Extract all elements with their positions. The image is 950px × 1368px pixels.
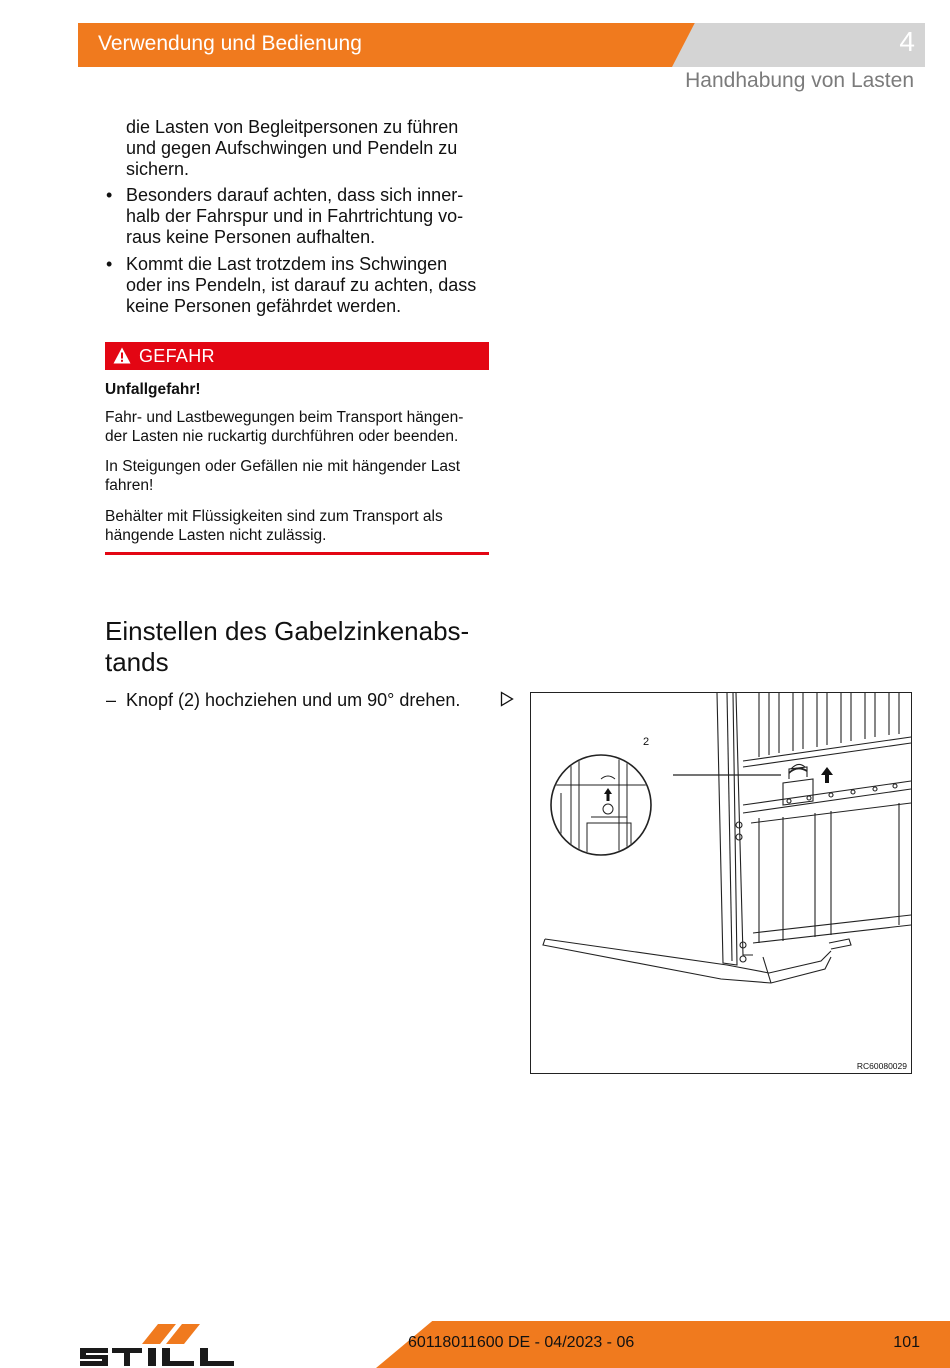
- text-line: fahren!: [105, 477, 154, 494]
- document-reference: 60118011600 DE - 04/2023 - 06: [408, 1334, 635, 1351]
- page-number: 101: [893, 1334, 920, 1351]
- step-dash: –: [106, 690, 117, 710]
- text-line: halb der Fahrspur und in Fahrtrichtung vo-: [126, 206, 464, 226]
- danger-paragraph: [105, 507, 495, 545]
- figure-reference-arrow-icon: [500, 691, 514, 707]
- heading-line: Einstellen des Gabelzinkenabs-: [105, 616, 470, 646]
- danger-heading: Unfallgefahr!: [105, 381, 201, 398]
- step-instruction: Knopf (2) hochziehen und um 90° drehen.: [126, 690, 461, 710]
- danger-label: GEFAHR: [139, 346, 215, 366]
- heading-line: tands: [105, 647, 169, 677]
- text-line: die Lasten von Begleitpersonen zu führen: [126, 117, 459, 137]
- text-line: oder ins Pendeln, ist darauf zu achten, dass: [126, 275, 477, 295]
- intro-paragraph: [126, 117, 496, 180]
- text-line: Fahr- und Lastbewegungen beim Transport hängen-: [105, 409, 464, 426]
- text-line: raus keine Personen aufhalten.: [126, 227, 376, 247]
- still-logo: [78, 1322, 236, 1368]
- figure-callout-number: 2: [643, 736, 650, 748]
- text-line: Kommt die Last trotzdem ins Schwingen: [126, 254, 448, 274]
- danger-paragraph: [105, 408, 495, 446]
- text-line: der Lasten nie ruckartig durchführen oder beenden.: [105, 428, 459, 445]
- section-subtitle: Handhabung von Lasten: [685, 69, 914, 92]
- text-line: und gegen Aufschwingen und Pendeln zu: [126, 138, 458, 158]
- danger-bottom-rule: [105, 552, 489, 555]
- bullet-symbol: •: [106, 185, 113, 205]
- section-heading: [105, 616, 495, 678]
- chapter-title: Verwendung und Bedienung: [98, 32, 362, 55]
- text-line: keine Personen gefährdet werden.: [126, 296, 402, 316]
- bullet-item: [126, 254, 496, 317]
- text-line: Behälter mit Flüssigkeiten sind zum Transport als: [105, 508, 443, 525]
- fork-carriage-illustration: [531, 693, 911, 1073]
- text-line: Besonders darauf achten, dass sich inner-: [126, 185, 464, 205]
- bullet-item: [126, 185, 496, 248]
- text-line: In Steigungen oder Gefällen nie mit hängender Last: [105, 458, 461, 475]
- figure-fork-spacing: [530, 692, 912, 1074]
- text-line: sichern.: [126, 159, 190, 179]
- bullet-symbol: •: [106, 254, 113, 274]
- danger-paragraph: [105, 457, 495, 495]
- text-line: hängende Lasten nicht zulässig.: [105, 527, 327, 544]
- chapter-number: 4: [899, 26, 915, 57]
- figure-code: RC60080029: [856, 1061, 907, 1071]
- warning-triangle-icon: [113, 347, 131, 364]
